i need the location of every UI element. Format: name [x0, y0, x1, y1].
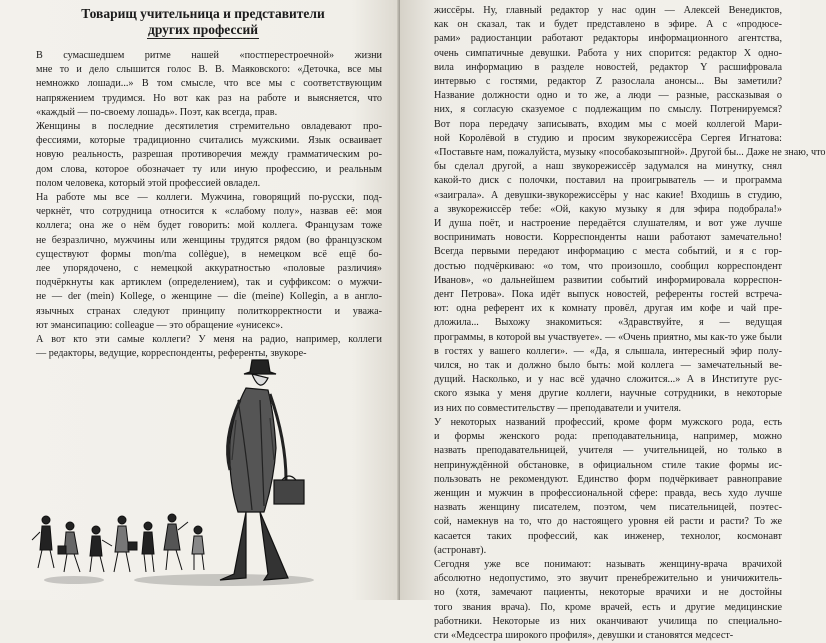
text-line: Название должности одно и то же, а люди — разные, рассказывая о — [434, 90, 782, 102]
text-line: женщин и мужчин в профессиональной сфере: правда, весь худо лучше — [434, 487, 782, 499]
text-line: бы сделал другой, а наш звукорежиссёр задумался на минутку, снял — [434, 161, 782, 173]
text-line: в гостях у вашего коллеги». — «Да, я слышала, интересный эфир полу- — [434, 345, 782, 357]
right-body-text — [422, 4, 826, 643]
text-line: касается таких профессий, как инженер, технолог, космонавт — [434, 530, 782, 542]
text-line: лее упорядочено, с немецкой аккуратностью «половые различия» — [36, 263, 382, 275]
text-line: сой, намекнув на то, что до настоящего уровня ей расти и расти? То же — [434, 516, 782, 528]
paragraph — [24, 120, 382, 191]
text-line: очень симпатичные девушки. Работа у них спорится: редактор X одно- — [434, 47, 782, 59]
text-line: какой-то диск с полочки, поставил на проигрыватель — и программа — [434, 175, 782, 187]
text-line: «Поставьте нам, пожалуйста, музыку «пособакозыпгной». Другой бы... Даже не знаю, что — [434, 147, 826, 159]
man-figure — [220, 360, 304, 580]
paragraph — [24, 49, 382, 120]
text-line: новую реальность, разрешая противоречия между грамматическим ро- — [36, 149, 382, 161]
text-line: абсолютно недопустимо, это звучит пренебрежительно и уничижитель- — [434, 573, 782, 585]
text-line: подчёркнуты как артиклем (определением), так и суффиксом: о мужчи- — [36, 277, 382, 289]
text-line: не — der (mein) Kollege, о женщине — die (meine) Kollegin, а в англо- — [36, 291, 382, 303]
text-line: интервью с гостями, редактор Z разослала анонсы... Вы заметили? — [434, 76, 782, 88]
paragraph — [422, 558, 782, 643]
text-line: фессиями, которые традиционно считались мужскими. Язык осваивает — [36, 135, 382, 147]
text-line: назвать женщину писателем, поэтом, чем писательницей, поэтес- — [434, 502, 782, 514]
text-line: не безразлично, мужчины или женщины трудятся рядом (во французском — [36, 234, 382, 246]
paragraph — [422, 4, 826, 416]
text-line: жиссёры. Ну, главный редактор у нас один — Алексей Венедиктов, — [434, 5, 782, 16]
text-line: полом человека, который этой профессией овладел. — [36, 177, 261, 189]
chapter-title — [24, 6, 382, 39]
text-line: дом слова, которое обозначает ту или иную профессию, и реальным — [36, 163, 382, 175]
text-line: из них по совместительству — преподаватели и учителя. — [434, 402, 682, 414]
text-line: коллега; она же о нём будет говорить: мой коллега. Французам тоже — [36, 220, 382, 232]
text-line: язычных странах следуют принципу политкорректности и уважа- — [36, 305, 382, 317]
text-line: чился, но так и должно было быть: мой коллега — замечательный ве- — [434, 360, 782, 372]
paragraph — [422, 416, 782, 558]
text-line: пользовать не рекомендуют. Единство форм подчёркивает равноправие — [434, 473, 782, 485]
text-line: ной Королёвой в студию и просим звукорежиссёра Сергея Игнатова: — [434, 132, 782, 144]
small-figures — [32, 514, 204, 572]
text-line: дущий. Насколько, и у нас всё удачно сложится...» А в Институте рус- — [434, 374, 782, 386]
text-line: и формы женского рода: преподавательница, например, можно — [434, 431, 782, 443]
text-line: но (хотя, замечают пациенты, некоторые врачихи и не достойны — [434, 587, 782, 599]
text-line: как он сказал, так и будет представлено в эфире. А с «продюсе- — [434, 19, 782, 31]
text-line: Иванов», «о дальнейшем развитии событий информировала корреспон- — [434, 274, 782, 286]
text-line: Сегодня уже все понимают: называть женщину-врача врачихой — [434, 558, 782, 570]
text-line: а звукорежиссёр тебе: «Ой, какую музыку я для эфира подобрала!» — [434, 203, 782, 215]
text-line: рами» радиостанции работают редакторы информационного агентства, — [434, 33, 782, 45]
text-line: ют эмансипацию: colleague — это обращение «унисекс». — [36, 319, 283, 331]
text-line: вила информацию в разделе новостей, редактор Y расшифровала — [434, 61, 782, 73]
text-line: Всегда первыми передают информацию с места событий, и я с гор- — [434, 246, 782, 258]
left-page — [0, 0, 400, 600]
text-line: черкнёт, что сотрудница относится к «слабому полу», назвав её: моя — [36, 206, 382, 218]
text-line: дложила... Выхожу знакомиться: «Здравствуйте, я — ведущая — [434, 317, 782, 329]
illustration-walking-figures — [24, 330, 384, 595]
chapter-title-line-2: других профессий — [147, 22, 259, 37]
text-line: В сумасшедшем ритме нашей «постперестроечной» жизни — [36, 50, 382, 61]
text-line: ют: одна референт их к комнату провёл, другая им кофе и чай пре- — [434, 303, 782, 315]
text-line: напряжением трудимся. Но вот как раз на работе и выясняется, что — [36, 92, 382, 104]
text-line: достью подчёркиваю: «о том, что произошло, сообщил корреспондент — [434, 260, 782, 272]
chapter-title-line-1: Товарищ учительница и представители — [81, 6, 325, 21]
text-line: На работе мы все — коллеги. Мужчина, говорящий по-русски, под- — [36, 192, 382, 204]
text-line: дент Петрова». Пока идёт выпуск новостей, референты гостей встреча- — [434, 289, 782, 301]
text-line: «каждый — по-своему лошадь». Поэт, как всегда, прав. — [36, 106, 278, 118]
text-line: — редакторы, ведущие, корреспонденты, референты, звукоре- — [36, 348, 307, 360]
text-line: работники. Некоторые из них оканчивают училища по специально- — [434, 615, 782, 627]
text-line: программы, в которой вы участвуете». — «Очень приятно, мы как-то уже были — [434, 331, 782, 343]
text-line: У некоторых названий профессий, кроме форм мужского рода, есть — [434, 416, 782, 428]
text-line: И душа поёт, и настроение передаётся слушателям, и вот уже лучше — [434, 218, 782, 230]
text-line: немножко лошади...» В том смысле, что все мы с соответствующим — [36, 78, 382, 90]
text-line: Женщины в последние десятилетия стремительно овладевают про- — [36, 121, 382, 133]
text-line: них, я согласую сказуемое с подлежащим по смыслу. Потренируемся? — [434, 104, 782, 116]
text-line: (астронавт). — [434, 544, 487, 556]
text-line: воспринимать новости. Корреспонденты наши работают замечательно! — [434, 232, 782, 244]
text-line: «заиграла». А девушки-звукорежиссёры у нас какие! Входишь в студию, — [434, 189, 782, 201]
paragraph — [24, 191, 382, 333]
text-line: назвать преподавательницей, учителя — учительницей, но только в — [434, 445, 782, 457]
text-line: ского языка у меня другие коллеги, научные сотрудники, в некоторые — [434, 388, 782, 400]
text-line: сти «Медсестра широкого профиля», девушки и становятся медсест- — [434, 629, 734, 641]
right-page — [400, 0, 826, 641]
text-line: Вот пора передачу записывать, входим мы с моей коллегой Мари- — [434, 118, 782, 130]
text-line: того звания врача). По, кроме врачей, есть и другие медицинские — [434, 601, 782, 613]
text-line: непринуждённой обстановке, в официальном стиле такие формы ис- — [434, 459, 782, 471]
text-line: мне то и дело слышится голос В. В. Маяковского: «Деточка, все мы — [36, 64, 382, 76]
left-body-text — [24, 49, 382, 361]
text-line: А вот кто эти самые коллеги? У меня на радио, например, коллеги — [36, 334, 382, 346]
text-line: существуют формы mon/ma collègue), в немецком всё ещё бо- — [36, 248, 382, 260]
